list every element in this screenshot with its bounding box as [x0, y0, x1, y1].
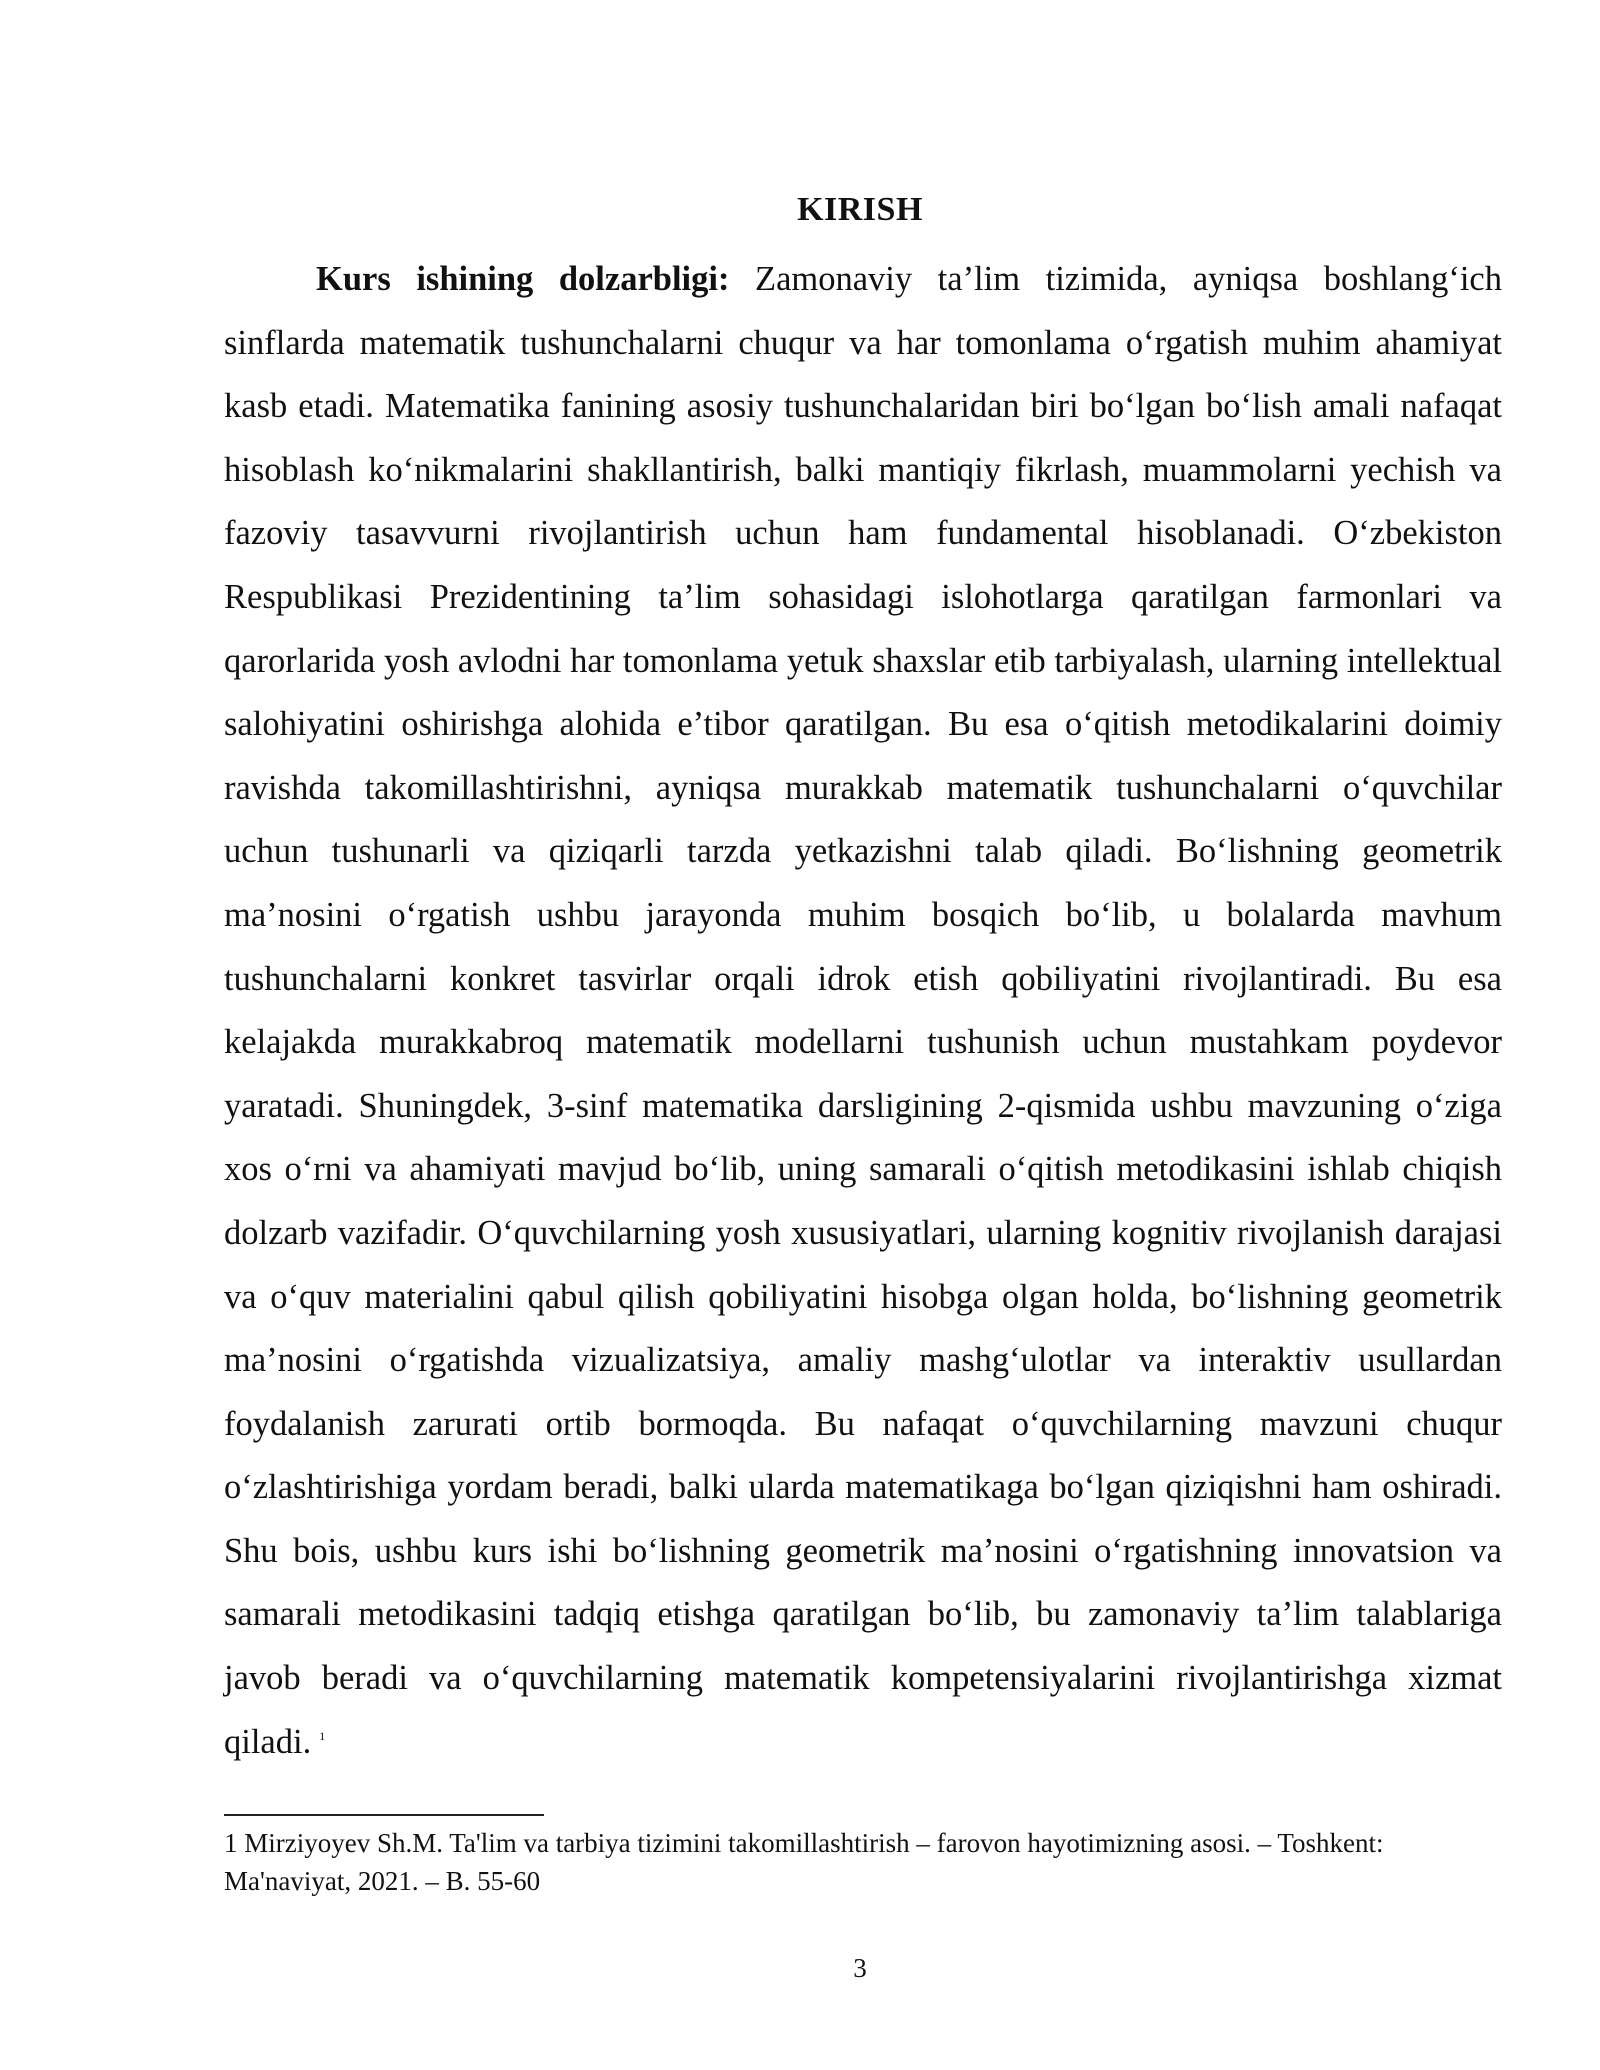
footnote: 1 Mirziyoyev Sh.M. Ta'lim va tarbiya tizimini takomillashtirish – farovon hayotimizning asosi. – Toshkent: Ma'naviyat, 2021. – B. 55-60: [224, 1828, 1384, 1896]
footnote-reference[interactable]: 1: [319, 1729, 326, 1744]
page-number: 3: [853, 1953, 867, 1983]
paragraph-lead: Kurs ishining dolzarbligi:: [316, 260, 730, 298]
body-paragraph: [224, 248, 1502, 1774]
paragraph-body: Zamonaviy ta’lim tizimida, ayniqsa boshlang‘ich sinflarda matematik tushunchalarni chuqur va har tomonlama o‘rgatish muhim ahamiyat kasb etadi. Matematika fanining asosiy tushunchalaridan biri bo‘lgan bo‘lish amali nafaqat hisoblash ko‘nikmalarini shakllantirish, balki mantiqiy fikrlash, muammolarni yechish va fazoviy tasavvurni rivojlantirish uchun ham fundamental hisoblanadi. O‘zbekiston Respublikasi Prezidentining ta’lim sohasidagi islohotlarga qaratilgan farmonlari va qarorlarida yosh avlodni har tomonlama yetuk shaxslar etib tarbiyalash, ularning intellektual salohiyatini oshirishga alohida e’tibor qaratilgan. Bu esa o‘qitish metodikalarini doimiy ravishda takomillashtirishni, ayniqsa murakkab matematik tushunchalarni o‘quvchilar uchun tushunarli va qiziqarli tarzda yetkazishni talab qiladi. Bo‘lishning geometrik ma’nosini o‘rgatish ushbu jarayonda muhim bosqich bo‘lib, u bolalarda mavhum tushunchalarni konkret tasvirlar orqali idrok etish qobiliyatini rivojlantiradi. Bu esa kelajakda murakkabroq matematik modellarni tushunish uchun mustahkam poydevor yaratadi. Shuningdek, 3-sinf matematika darsligining 2-qismida ushbu mavzuning o‘ziga xos o‘rni va ahamiyati mavjud bo‘lib, uning samarali o‘qitish metodikasini ishlab chiqish dolzarb vazifadir. O‘quvchilarning yosh xususiyatlari, ularning kognitiv rivojlanish darajasi va o‘quv materialini qabul qilish qobiliyatini hisobga olgan holda, bo‘lishning geometrik ma’nosini o‘rgatishda vizualizatsiya, amaliy mashg‘ulotlar va interaktiv usullardan foydalanish zarurati ortib bormoqda. Bu nafaqat o‘quvchilarning mavzuni chuqur o‘zlashtirishiga yordam beradi, balki ularda matematikaga bo‘lgan qiziqishni ham oshiradi. Shu bois, ushbu kurs ishi bo‘lishning geometrik ma’nosini o‘rgatishning innovatsion va samarali metodikasini tadqiq etishga qaratilgan bo‘lib, bu zamonaviy ta’lim talablariga javob beradi va o‘quvchilarning matematik kompetensiyalarini rivojlantirishga xizmat qiladi.: [224, 260, 1502, 1761]
footnote-separator: [224, 1814, 544, 1816]
section-heading: KIRISH: [797, 191, 923, 228]
